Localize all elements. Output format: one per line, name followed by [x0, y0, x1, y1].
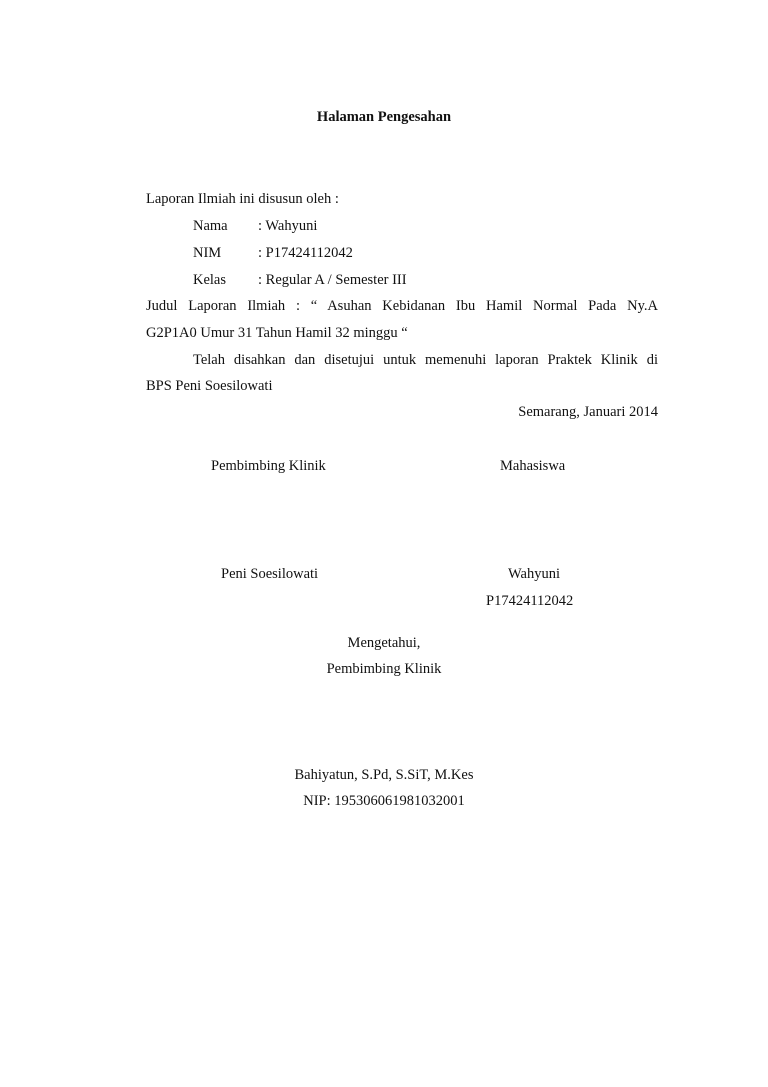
field-value-kelas: : Regular A / Semester III: [258, 272, 407, 288]
intro-text: Laporan Ilmiah ini disusun oleh :: [146, 191, 339, 207]
left-signer-role: Pembimbing Klinik: [211, 458, 326, 474]
field-label-nim: NIM: [193, 245, 222, 261]
judul-line-2: G2P1A0 Umur 31 Tahun Hamil 32 minggu “: [146, 325, 408, 341]
field-value-nama: : Wahyuni: [258, 218, 318, 234]
approver-name: Bahiyatun, S.Pd, S.SiT, M.Kes: [294, 767, 474, 783]
page-title: Halaman Pengesahan: [316, 109, 452, 125]
approver-nip: NIP: 195306061981032001: [303, 793, 465, 809]
pengesahan-line-1: Telah disahkan dan disetujui untuk memenuhi laporan Praktek Klinik di: [193, 352, 658, 368]
field-label-kelas: Kelas: [193, 272, 227, 288]
field-label-nama: Nama: [193, 218, 228, 234]
place-date: Semarang, Januari 2014: [518, 404, 658, 420]
approval-role: Pembimbing Klinik: [326, 661, 442, 677]
right-signer-role: Mahasiswa: [500, 458, 566, 474]
pengesahan-line-2: BPS Peni Soesilowati: [146, 378, 273, 394]
approval-heading: Mengetahui,: [347, 635, 421, 651]
right-signer-name: Wahyuni: [508, 566, 560, 582]
right-signer-id: P17424112042: [486, 593, 574, 609]
left-signer-name: Peni Soesilowati: [221, 566, 319, 582]
judul-line-1: Judul Laporan Ilmiah : “ Asuhan Kebidanan Ibu Hamil Normal Pada Ny.A: [146, 298, 658, 314]
field-value-nim: : P17424112042: [258, 245, 353, 261]
